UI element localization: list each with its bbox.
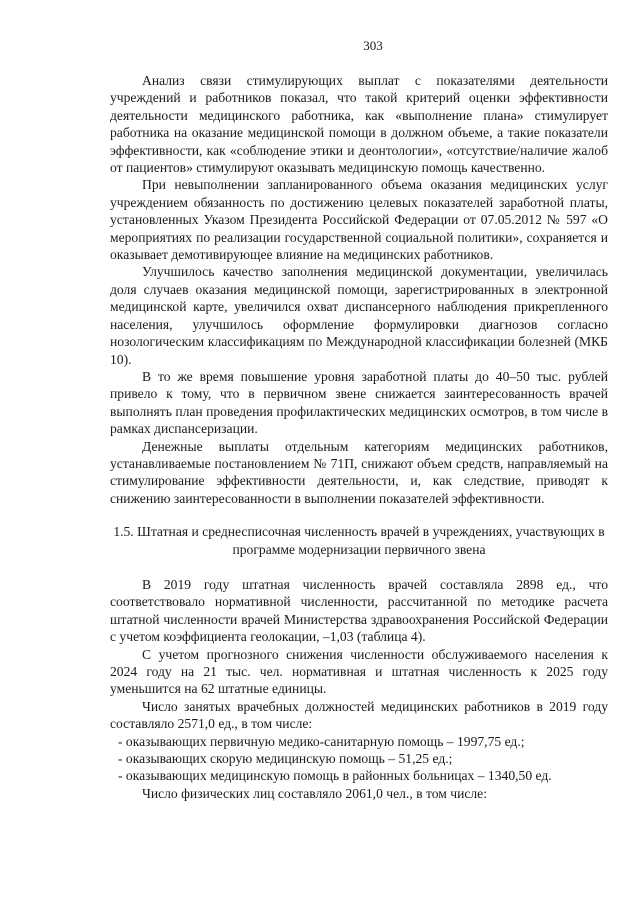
paragraph-occupied-positions: Число занятых врачебных должностей медицинских работников в 2019 году составляло 2571,0 ед., в том числе: — [110, 698, 608, 732]
paragraph-forecast-reduction: С учетом прогнозного снижения численности обслуживаемого населения к 2024 году на 21 тыс. чел. нормативная и штатная численность к 2025 году уменьшится на 62 штатные единицы. — [110, 646, 608, 697]
list-item-emergency-care: - оказывающих скорую медицинскую помощь – 51,25 ед.; — [118, 751, 453, 767]
section-heading: 1.5. Штатная и среднесписочная численность врачей в учреждениях, участвующих в программе модернизации первичного звена — [113, 524, 605, 557]
paragraph-staffing-2019: В 2019 году штатная численность врачей составляла 2898 ед., что соответствовало нормативной численности, рассчитанной по методике расчета штатной численности врачей Министерства здравоохранения Российской Федерации с учетом коэффициента геолокации, –1,03 (таблица 4). — [110, 576, 608, 645]
paragraph-plan-underperformance: При невыполнении запланированного объема оказания медицинских услуг учреждением обязанность по достижению целевых показателей заработной платы, установленных Указом Президента Российской Федерации от 07.05.2012 № 597 «О мероприятиях по реализации государственной социальной политики», сохраняется и оказывает демотивирующее влияние на медицинских работников. — [110, 177, 608, 263]
paragraph-incentive-analysis: Анализ связи стимулирующих выплат с показателями деятельности учреждений и работников показал, что такой критерий оценки эффективности деятельности медицинского работника, как «выполнение плана» стимулирует работника на оказание медицинской помощи в должном объеме, а такие показатели эффективности, как «соблюдение этики и деонтологии», «отсутствие/наличие жалоб от пациентов» стимулируют оказывать медицинскую помощь качественно. — [110, 73, 608, 176]
list-item-district-hospitals: - оказывающих медицинскую помощь в районных больницах – 1340,50 ед. — [118, 768, 552, 784]
paragraph-documentation-quality: Улучшилось качество заполнения медицинской документации, увеличилась доля случаев оказания медицинской помощи, зарегистрированных в электронной медицинской карте, увеличился охват диспансерного наблюдения прикрепленного населения, улучшилось оформление формулировки диагнозов согласно нозологическим классификациям по Международной классификации болезней (МКБ 10). — [110, 264, 608, 367]
paragraph-cash-payments: Денежные выплаты отдельным категориям медицинских работников, устанавливаемые постановлением № 71П, снижают объем средств, направляемый на стимулирование эффективности деятельности, и, как следствие, приводят к снижению заинтересованности в выполнении показателей эффективности. — [110, 438, 608, 506]
page-number: 303 — [363, 38, 383, 53]
paragraph-physical-persons: Число физических лиц составляло 2061,0 чел., в том числе: — [142, 785, 487, 801]
paragraph-salary-increase: В то же время повышение уровня заработной платы до 40–50 тыс. рублей привело к тому, что в первичном звене снижается заинтересованность врачей выполнять план проведения профилактических медицинских осмотров, в том числе в рамках диспансеризации. — [110, 368, 608, 437]
list-item-primary-care: - оказывающих первичную медико-санитарную помощь – 1997,75 ед.; — [118, 733, 525, 749]
